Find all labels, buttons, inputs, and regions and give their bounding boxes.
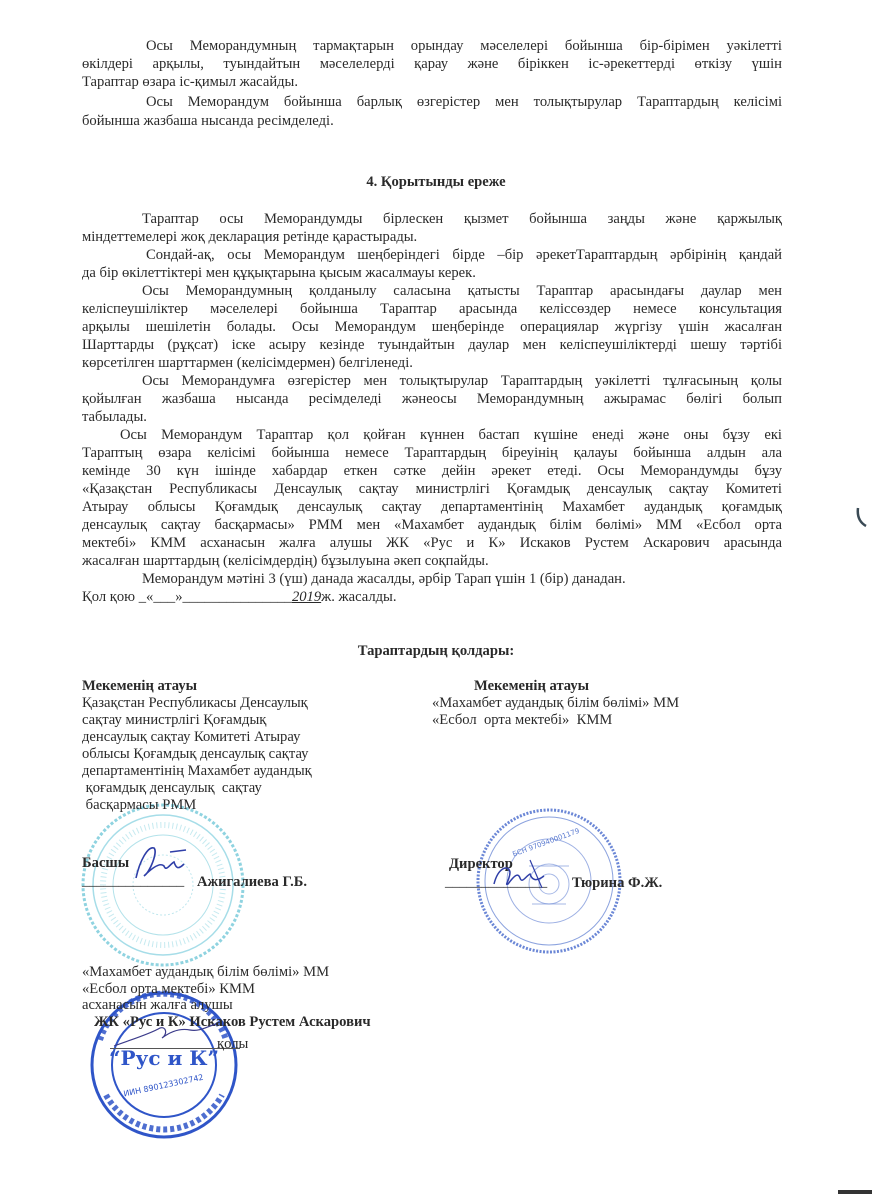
right-org-line: «Махамбет аудандық білім бөлімі» ММ [432,695,680,711]
third-org-line: асханасын жалға алушы [82,997,233,1013]
third-sign-label: қолы [217,1036,249,1052]
text-line: Меморандум мәтіні 3 (үш) данада жасалды, әрбір Тарап үшін 1 (бір) данадан. [142,571,626,587]
stray-ink-mark [856,506,868,530]
signing-year: 2019 [291,589,322,605]
text-line: бойынша жазбаша нысанда ресімделеді. [82,113,334,129]
stamp-bin-text: БСН 970940001179 [511,826,581,859]
text-line: Осы Меморандумның тармақтарын орындау мәселелері бойынша бір-бірімен уәкілетті [146,38,782,54]
text-line: Шарттарды (рұқсат) іске асыру кезінде туындайтын даулар мен келіспеушіліктерді шешу тәртібі [82,337,782,353]
right-signature-blank: ______________ [445,874,548,890]
signing-date-line [82,589,782,606]
edge-mark [838,1190,872,1194]
section-heading: 4. Қорытынды ереже [366,174,506,190]
left-signer-name: Ажигалиева Г.Б. [197,874,308,890]
left-signature-blank: ______________ [82,873,185,889]
text-line: да бір өкілеттіктері мен құқықтарына қысым жасалмауы керек. [82,265,476,281]
right-signer-name: Тюрина Ф.Ж. [572,875,663,891]
text-line: келіспеушіліктер мәселелері бойынша Тараптар арасында келіссөздер немесе консультация [82,301,782,317]
right-org-label: Мекеменің атауы [474,678,590,694]
left-org-line: Қазақстан Республикасы Денсаулық [82,695,308,711]
signing-suffix: ж. жасалды. [321,589,397,605]
stamp-center-text: “Рус и К” [109,1046,219,1070]
text-line: Осы Меморандумның қолданылу саласына қатысты Тараптар арасындағы даулар мен [142,283,782,299]
third-org-line: «Махамбет аудандық білім бөлімі» ММ [82,964,330,980]
left-org-label: Мекеменің атауы [82,678,198,694]
text-line: міндеттемелері жоқ декларация ретінде қарастырады. [82,229,418,245]
handwritten-signature-left [130,842,190,886]
left-org-line: басқармасы РММ [82,797,197,813]
text-line: «Қазақстан Республикасы Денсаулық сақтау министрлігі Қоғамдық денсаулық сақтау Комитеті [82,481,782,497]
signing-prefix: Қол қою [82,589,139,605]
signatures-heading: Тараптардың қолдары: [357,643,515,659]
text-line: Тараптың өзара келісімі бойынша немесе Тараптардың біреуінің қалауы бойынша алдын ала [82,445,782,461]
text-line: Осы Меморандум Тараптар қол қойған күннен бастап күшіне енеді және оны бұзу екі [120,427,782,443]
left-org-line: қоғамдық денсаулық сақтау [82,780,262,796]
left-org-line: департаментінің Махамбет аудандық [82,763,312,779]
left-signer-title: Басшы [82,855,130,871]
left-org-line: сақтау министрлігі Қоғамдық [82,712,267,728]
handwritten-signature-right [490,858,550,894]
third-signer-name: ЖК «Рус и К» Искаков Рустем Аскарович [94,1014,371,1030]
text-line: Сондай-ақ, осы Меморандум шеңберіндегі бірде –бір әрекетТараптардың әрбірінің қандай [146,247,782,263]
left-org-line: денсаулық сақтау Комитеті Атырау [82,729,301,745]
text-line: Тараптар өзара іс-қимыл жасайды. [82,74,299,90]
left-org-line: облысы Қоғамдық денсаулық сақтау [82,746,309,762]
text-line: табылады. [82,409,147,425]
stamp-iin-text: ИИН 890123302742 [122,1072,205,1099]
text-line: Атырау облысы Қоғамдық денсаулық сақтау департаментінің Махамбет аудандық қоғамдық [82,499,782,515]
text-line: Осы Меморандумға өзгерістер мен толықтырулар Тараптардың уәкілетті тұлғасының қолы [142,373,782,389]
text-line: Тараптар осы Меморандумды бірлескен қызмет бойынша заңды және қаржылық [142,211,782,227]
text-line: Осы Меморандум бойынша барлық өзгерістер мен толықтырулар Тараптардың келісімі [146,94,782,110]
signing-date-blank: _«___»_______________ [138,589,292,605]
text-line: жасалған шарттардың (келісімдердің) бұзылуына әкеп соқпайды. [82,553,489,569]
text-line: мектебі» КММ асханасын жалға алушы ЖК «Рус и К» Искаков Рустем Аскарович арасында [82,535,782,551]
text-line: өкілдері арқылы, туындайтын мәселелерді қарау және біріккен іс-әрекеттерді өткізу үшін [82,56,782,72]
text-line: қойылған жазбаша нысанда ресімделеді жәнеосы Меморандумның ажырамас бөлігі болып [82,391,782,407]
text-line: көрсетілген шарттармен (келісімдермен) белгіленеді. [82,355,413,371]
text-line: кемінде 30 күн ішінде хабардар еткен сәтке дейін әрекет етеді. Осы Меморандумды бұзу [82,463,782,479]
text-line: денсаулық сақтау басқармасы» РММ мен «Махамбет аудандық білім бөлімі» ММ «Есбол орта [82,517,782,533]
right-signer-title: Директор [449,856,513,872]
right-org-line: «Есбол орта мектебі» КММ [432,712,613,728]
handwritten-signature-third [110,1020,220,1054]
text-line: арқылы шешілетін болады. Осы Меморандум шеңберінде операциялар жүргізу үшін жасалған [82,319,782,335]
third-org-line: «Есбол орта мектебі» КММ [82,981,255,997]
